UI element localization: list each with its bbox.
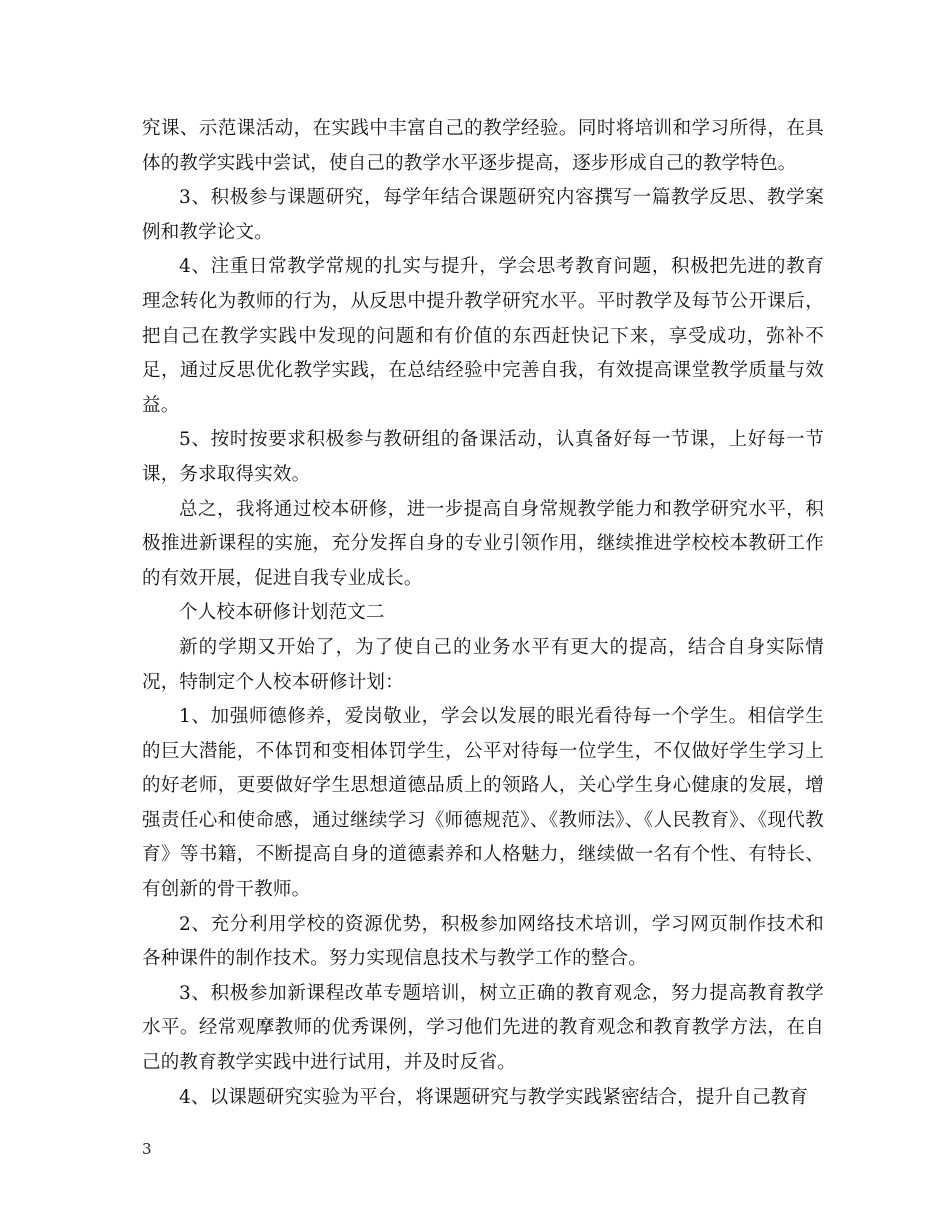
paragraph-11: 4、以课题研究实验为平台，将课题研究与教学实践紧密结合，提升自己教育 <box>179 1086 809 1108</box>
paragraph-3: 4、注重日常教学常规的扎实与提升，学会思考教育问题，积极把先进的教育理念转化为教师的行为，从反思中提升教学研究水平。平时教学及每节公开课后，把自己在教学实践中发现的问题和有价值的东西赶快记下来，享受成功，弥补不足，通过反思优化教学实践，在总结经验中完善自我，有效提高课堂教学质量与效益。 <box>142 256 824 416</box>
paragraph-7: 新的学期又开始了，为了使自己的业务水平有更大的提高，结合自身实际情况，特制定个人校本研修计划： <box>142 636 824 693</box>
paragraph-2: 3、积极参与课题研究，每学年结合课题研究内容撰写一篇教学反思、教学案例和教学论文。 <box>142 187 824 243</box>
paragraph-5: 总之，我将通过校本研修，进一步提高自身常规教学能力和教学研究水平，积极推进新课程的实施，充分发挥自身的专业引领作用，继续推进学校校本教研工作的有效开展，促进自我专业成长。 <box>142 498 824 589</box>
section-heading: 个人校本研修计划范文二 <box>179 602 385 624</box>
document-body <box>142 112 824 1115</box>
paragraph-4: 5、按时按要求积极参与教研组的备课活动，认真备好每一节课，上好每一节课，务求取得实效。 <box>142 429 824 485</box>
paragraph-9: 2、充分利用学校的资源优势，积极参加网络技术培训，学习网页制作技术和各种课件的制作技术。努力实现信息技术与教学工作的整合。 <box>142 913 824 970</box>
paragraph-1: 究课、示范课活动，在实践中丰富自己的教学经验。同时将培训和学习所得，在具体的教学实践中尝试，使自己的教学水平逐步提高，逐步形成自己的教学特色。 <box>142 118 824 174</box>
page-number: 3 <box>142 1140 152 1158</box>
paragraph-10: 3、积极参加新课程改革专题培训，树立正确的教育观念，努力提高教育教学水平。经常观摩教师的优秀课例，学习他们先进的教育观念和教育教学方法，在自己的教育教学实践中进行试用，并及时反省。 <box>142 982 824 1074</box>
paragraph-8: 1、加强师德修养，爱岗敬业，学会以发展的眼光看待每一个学生。相信学生的巨大潜能，不体罚和变相体罚学生，公平对待每一位学生，不仅做好学生学习上的好老师，更要做好学生思想道德品质上的领路人，关心学生身心健康的发展，增强责任心和使命感，通过继续学习《师德规范》、《教师法》、《人民教育》、《现代教育》等书籍，不断提高自身的道德素养和人格魅力，继续做一名有个性、有特长、有创新的骨干教师。 <box>142 706 824 901</box>
